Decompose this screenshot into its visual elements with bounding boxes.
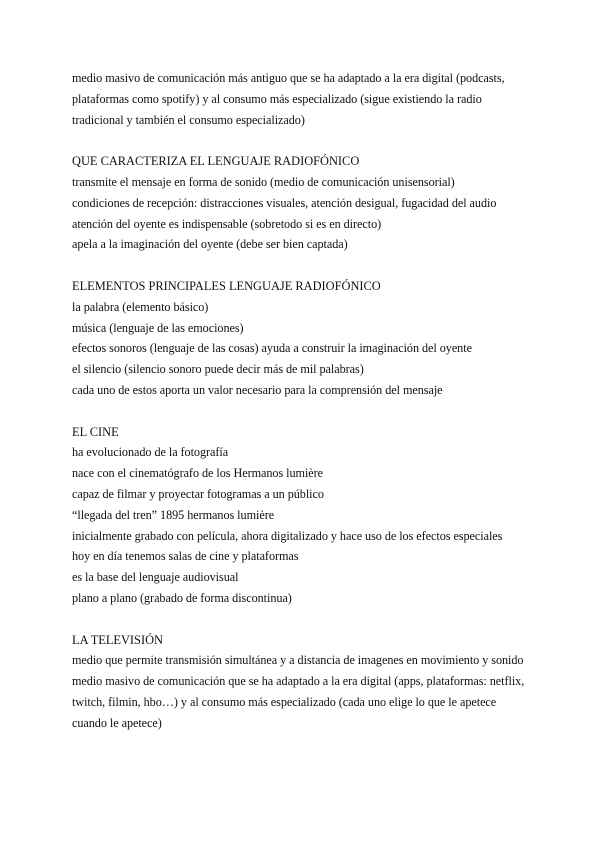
section-heading: QUE CARACTERIZA EL LENGUAJE RADIOFÓNICO [72,154,360,169]
text-line: apela a la imaginación del oyente (debe ser bien captada) [72,237,348,252]
section-radio-lenguaje [72,151,542,255]
section-heading: EL CINE [72,424,119,439]
text-line: plano a plano (grabado de forma discontinua) [72,590,292,605]
text-line: capaz de filmar y proyectar fotogramas a un público [72,486,324,501]
text-line: música (lenguaje de las emociones) [72,320,244,335]
document-page [72,68,542,734]
text-line: plataformas como spotify) y al consumo más especializado (sigue existiendo la radio [72,91,482,106]
paragraph-gap [72,255,542,276]
section-cine [72,422,542,609]
text-line: medio que permite transmisión simultánea y a distancia de imagenes en movimiento y sonido [72,653,524,668]
text-line: “llegada del tren” 1895 hermanos lumière [72,507,275,522]
text-line: nace con el cinematógrafo de los Hermanos lumière [72,466,324,481]
paragraph-gap [72,401,542,422]
text-line: ha evolucionado de la fotografía [72,445,229,460]
section-heading: ELEMENTOS PRINCIPALES LENGUAJE RADIOFÓNICO [72,278,381,293]
text-line: es la base del lenguaje audiovisual [72,570,239,585]
text-line: twitch, filmin, hbo…) y al consumo más especializado (cada uno elige lo que le apetece [72,694,497,709]
text-line: condiciones de recepción: distracciones visuales, atención desigual, fugacidad del audio [72,195,497,210]
text-line: tradicional y también el consumo especializado) [72,112,305,127]
section-television [72,630,542,734]
text-line: efectos sonoros (lenguaje de las cosas) ayuda a construir la imaginación del oyente [72,341,472,356]
text-line: cada uno de estos aporta un valor necesario para la comprensión del mensaje [72,382,443,397]
intro-paragraph [72,68,542,130]
text-line: atención del oyente es indispensable (sobretodo si es en directo) [72,216,382,231]
text-line: transmite el mensaje en forma de sonido (medio de comunicación unisensorial) [72,174,455,189]
text-line: inicialmente grabado con película, ahora digitalizado y hace uso de los efectos especiales [72,528,503,543]
text-line: la palabra (elemento básico) [72,299,209,314]
section-radio-elementos [72,276,542,401]
paragraph-gap [72,130,542,151]
section-heading: LA TELEVISIÓN [72,632,163,647]
text-line: cuando le apetece) [72,715,162,730]
paragraph-gap [72,609,542,630]
text-line: el silencio (silencio sonoro puede decir más de mil palabras) [72,362,364,377]
text-line: medio masivo de comunicación que se ha adaptado a la era digital (apps, plataformas: netflix, [72,674,525,689]
text-line: hoy en día tenemos salas de cine y plataformas [72,549,299,564]
text-line: medio masivo de comunicación más antiguo que se ha adaptado a la era digital (podcasts, [72,71,505,85]
